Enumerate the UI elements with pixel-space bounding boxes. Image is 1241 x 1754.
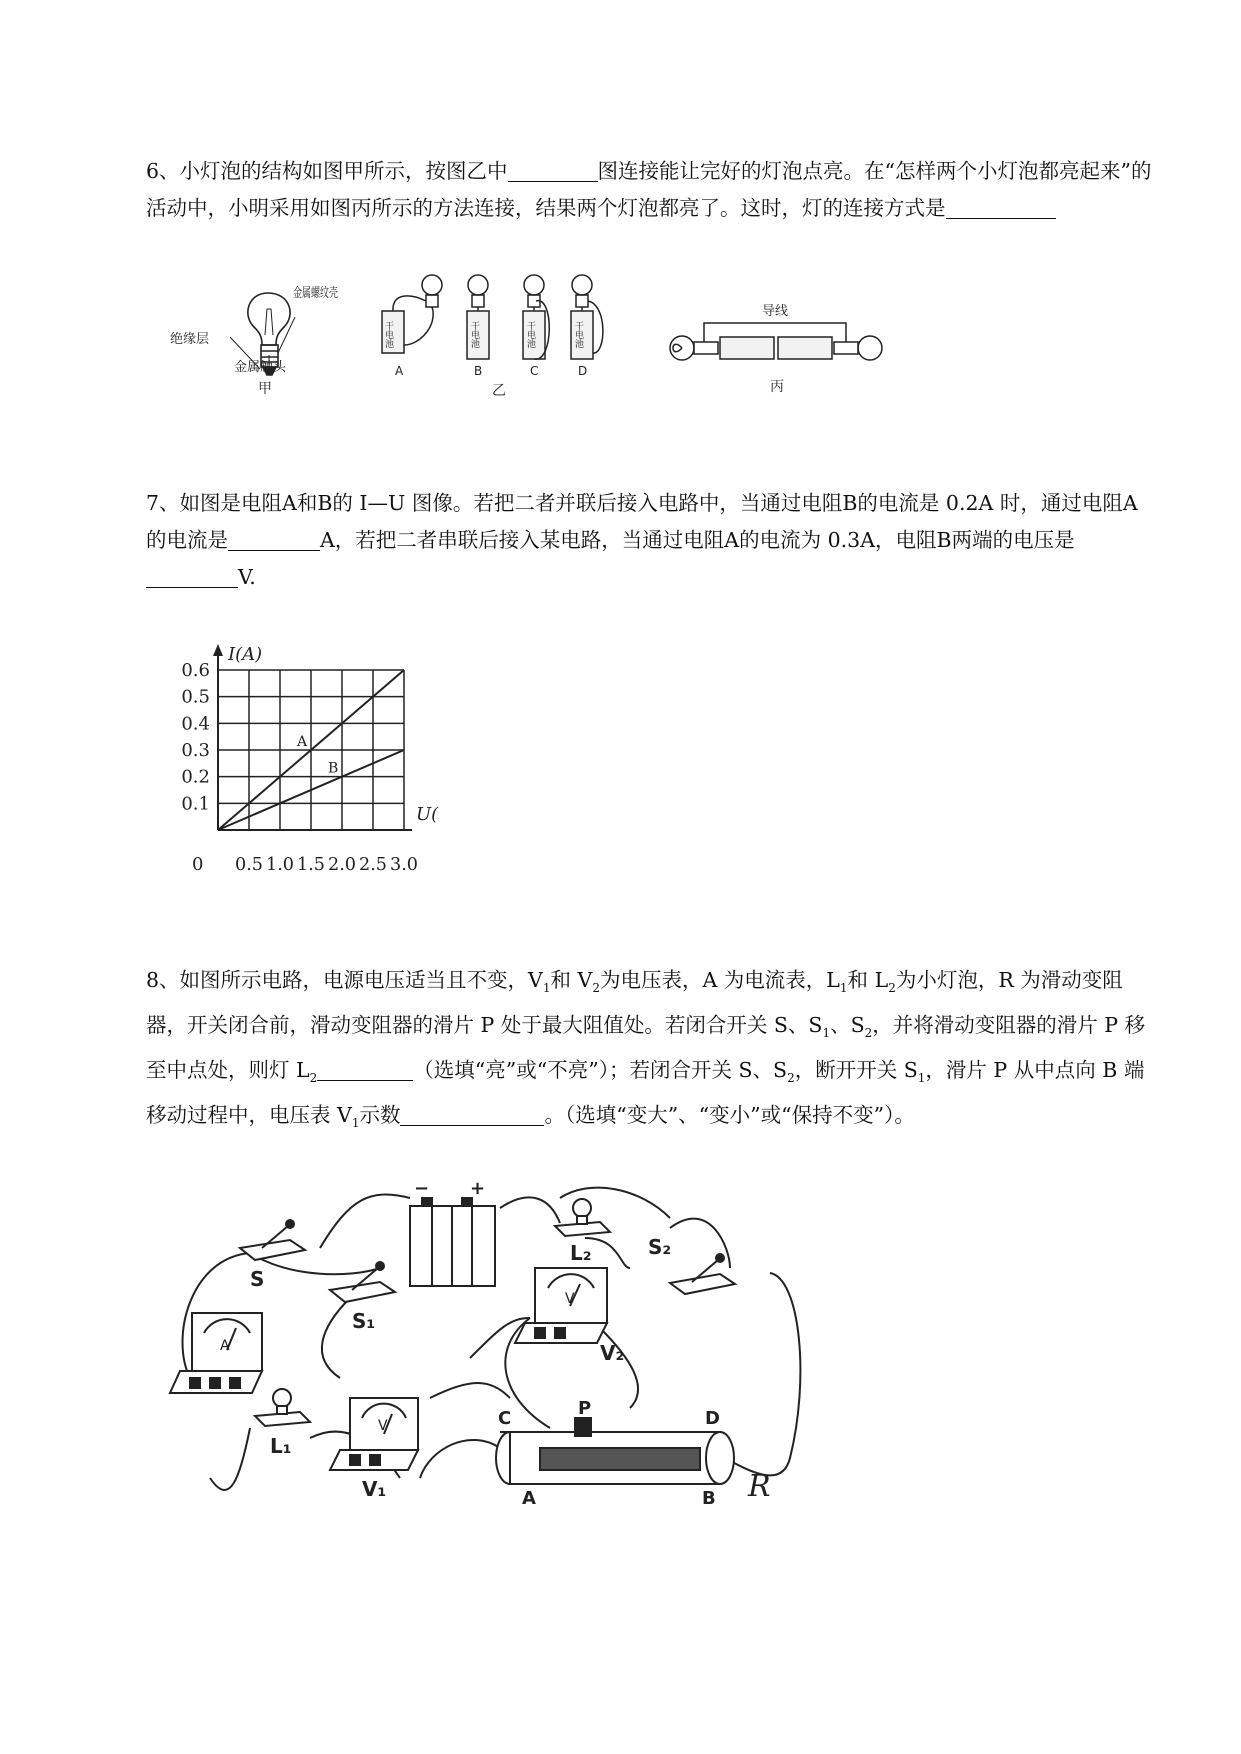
label-s: S [250,1267,265,1291]
y-axis-arrow [213,644,223,656]
x-tick-label: 2.0 [328,854,356,875]
q7-blank-1[interactable] [228,528,320,551]
q8-blank-1[interactable] [317,1058,413,1081]
q8-blank-2[interactable] [400,1103,544,1126]
voltmeter-v2-symbol: V [565,1291,575,1307]
series-label-b: B [328,760,339,777]
yi-label-b: B [474,364,483,378]
rheostat-p-label: P [578,1398,592,1419]
label-v1: V₁ [362,1477,387,1501]
series-bulbs-bing [670,323,882,360]
ammeter-symbol: A [220,1338,230,1354]
iu-chart [181,640,480,910]
y-tick-label: 0.4 [181,713,210,735]
jia-contact-label: 金属触头 [234,360,287,375]
y-tick-label: 0.1 [181,793,210,815]
question-7 [146,485,1152,596]
question-6 [146,153,1152,227]
battery [410,1198,495,1286]
battery-plus: + [470,1178,486,1199]
jia-insulation-label: 绝缘层 [170,332,210,347]
lamp-l1 [255,1389,310,1426]
battery-minus: − [414,1178,430,1199]
x-tick-label: 3.0 [390,854,418,875]
y-tick-label: 0.6 [181,660,210,681]
yi-label-a: A [395,364,404,378]
y-axis-label: I(A) [228,644,263,665]
q8-circuit-figure [170,1178,790,1548]
yi-label-c: C [530,364,539,378]
q6-blank-2[interactable] [946,196,1056,219]
q7-blank-2[interactable] [146,565,238,588]
question-6-text: 6、小灯泡的结构如图甲所示，按图乙中 图连接能让完好的灯泡点亮。在“怎样两个小灯泡都亮起来”的活动中，小明采用如图丙所示的方法连接，结果两个灯泡都亮了。这时，灯的连接方式是 [146,159,1152,220]
q6-blank-1[interactable] [508,159,598,182]
voltmeter-v1-symbol: V [378,1418,388,1434]
switch-s2[interactable] [670,1254,735,1294]
label-l1: L₁ [270,1434,292,1458]
q6-figure [170,265,920,455]
switch-s[interactable] [240,1220,305,1260]
label-s2: S₂ [648,1235,672,1259]
series-label-a: A [297,734,308,750]
bing-wire-label: 导线 [762,304,789,319]
battery-a-label: 干电池 [383,321,393,348]
rheostat-b-label: B [702,1488,716,1509]
question-8-text: 8、如图所示电路，电源电压适当且不变，$V_1$和 $V_2$为电压表，A 为电流表，$L_1$和 $L_2$为小灯泡，R 为滑动变阻器，开关闭合前，滑动变阻器的滑片 P 处于最大阻值处。若闭合开关 S、$S_1$、$S_2$，并将滑动变阻器的滑片 P 移至中点处，则灯 $L_2$ （选填“亮”或“不亮”）；若闭合开关 S、$S_2$，断开开关 $S_1$，滑片 P 从中点向 B 端移动过程中，电压表 $V_1$示数 。（选填“变大”、“变小”或“保持不变”）。 [146,968,1146,1131]
label-l2: L₂ [570,1241,592,1265]
x-tick-label: 1.5 [297,854,325,875]
y-tick-label: 0.5 [181,686,210,708]
battery-d-label: 干电池 [573,321,583,348]
rheostat-c-label: C [498,1408,512,1429]
yi-label-d: D [578,364,588,378]
label-s1: S₁ [352,1309,376,1333]
rheostat-d-label: D [705,1408,720,1429]
rheostat[interactable] [496,1418,734,1484]
jia-shell-label: 金属螺纹壳 [293,286,359,301]
voltmeter-v1 [330,1398,418,1470]
label-v2: V₂ [600,1341,625,1365]
x-axis-label: U( [416,804,439,825]
origin-label: 0 [192,854,204,875]
bing-caption: 丙 [770,379,784,395]
x-tick-label: 2.5 [359,854,387,875]
voltmeter-v2 [515,1268,607,1343]
battery-b-label: 干电池 [469,321,479,348]
rheostat-a-label: A [522,1488,536,1509]
y-tick-label: 0.2 [181,766,210,788]
rheostat-r-label: R [748,1469,771,1504]
battery-c-label: 干电池 [525,321,535,348]
y-tick-label: 0.3 [181,740,210,761]
lamp-l2 [555,1199,610,1236]
jia-caption: 甲 [258,381,272,397]
yi-caption: 乙 [492,383,506,399]
question-7-text: 7、如图是电阻A和B的 I—U 图像。若把二者并联后接入电路中，当通过电阻B的电流是 0.2A 时，通过电阻A的电流是 A，若把二者串联后接入某电路，当通过电阻A的电流为 0.3A，电阻B两端的电压是V. [146,491,1138,589]
x-tick-label: 0.5 [235,854,263,875]
connections-yi [382,275,603,359]
x-tick-label: 1.0 [266,854,294,875]
question-8 [146,962,1152,1142]
switch-s1[interactable] [330,1262,395,1302]
